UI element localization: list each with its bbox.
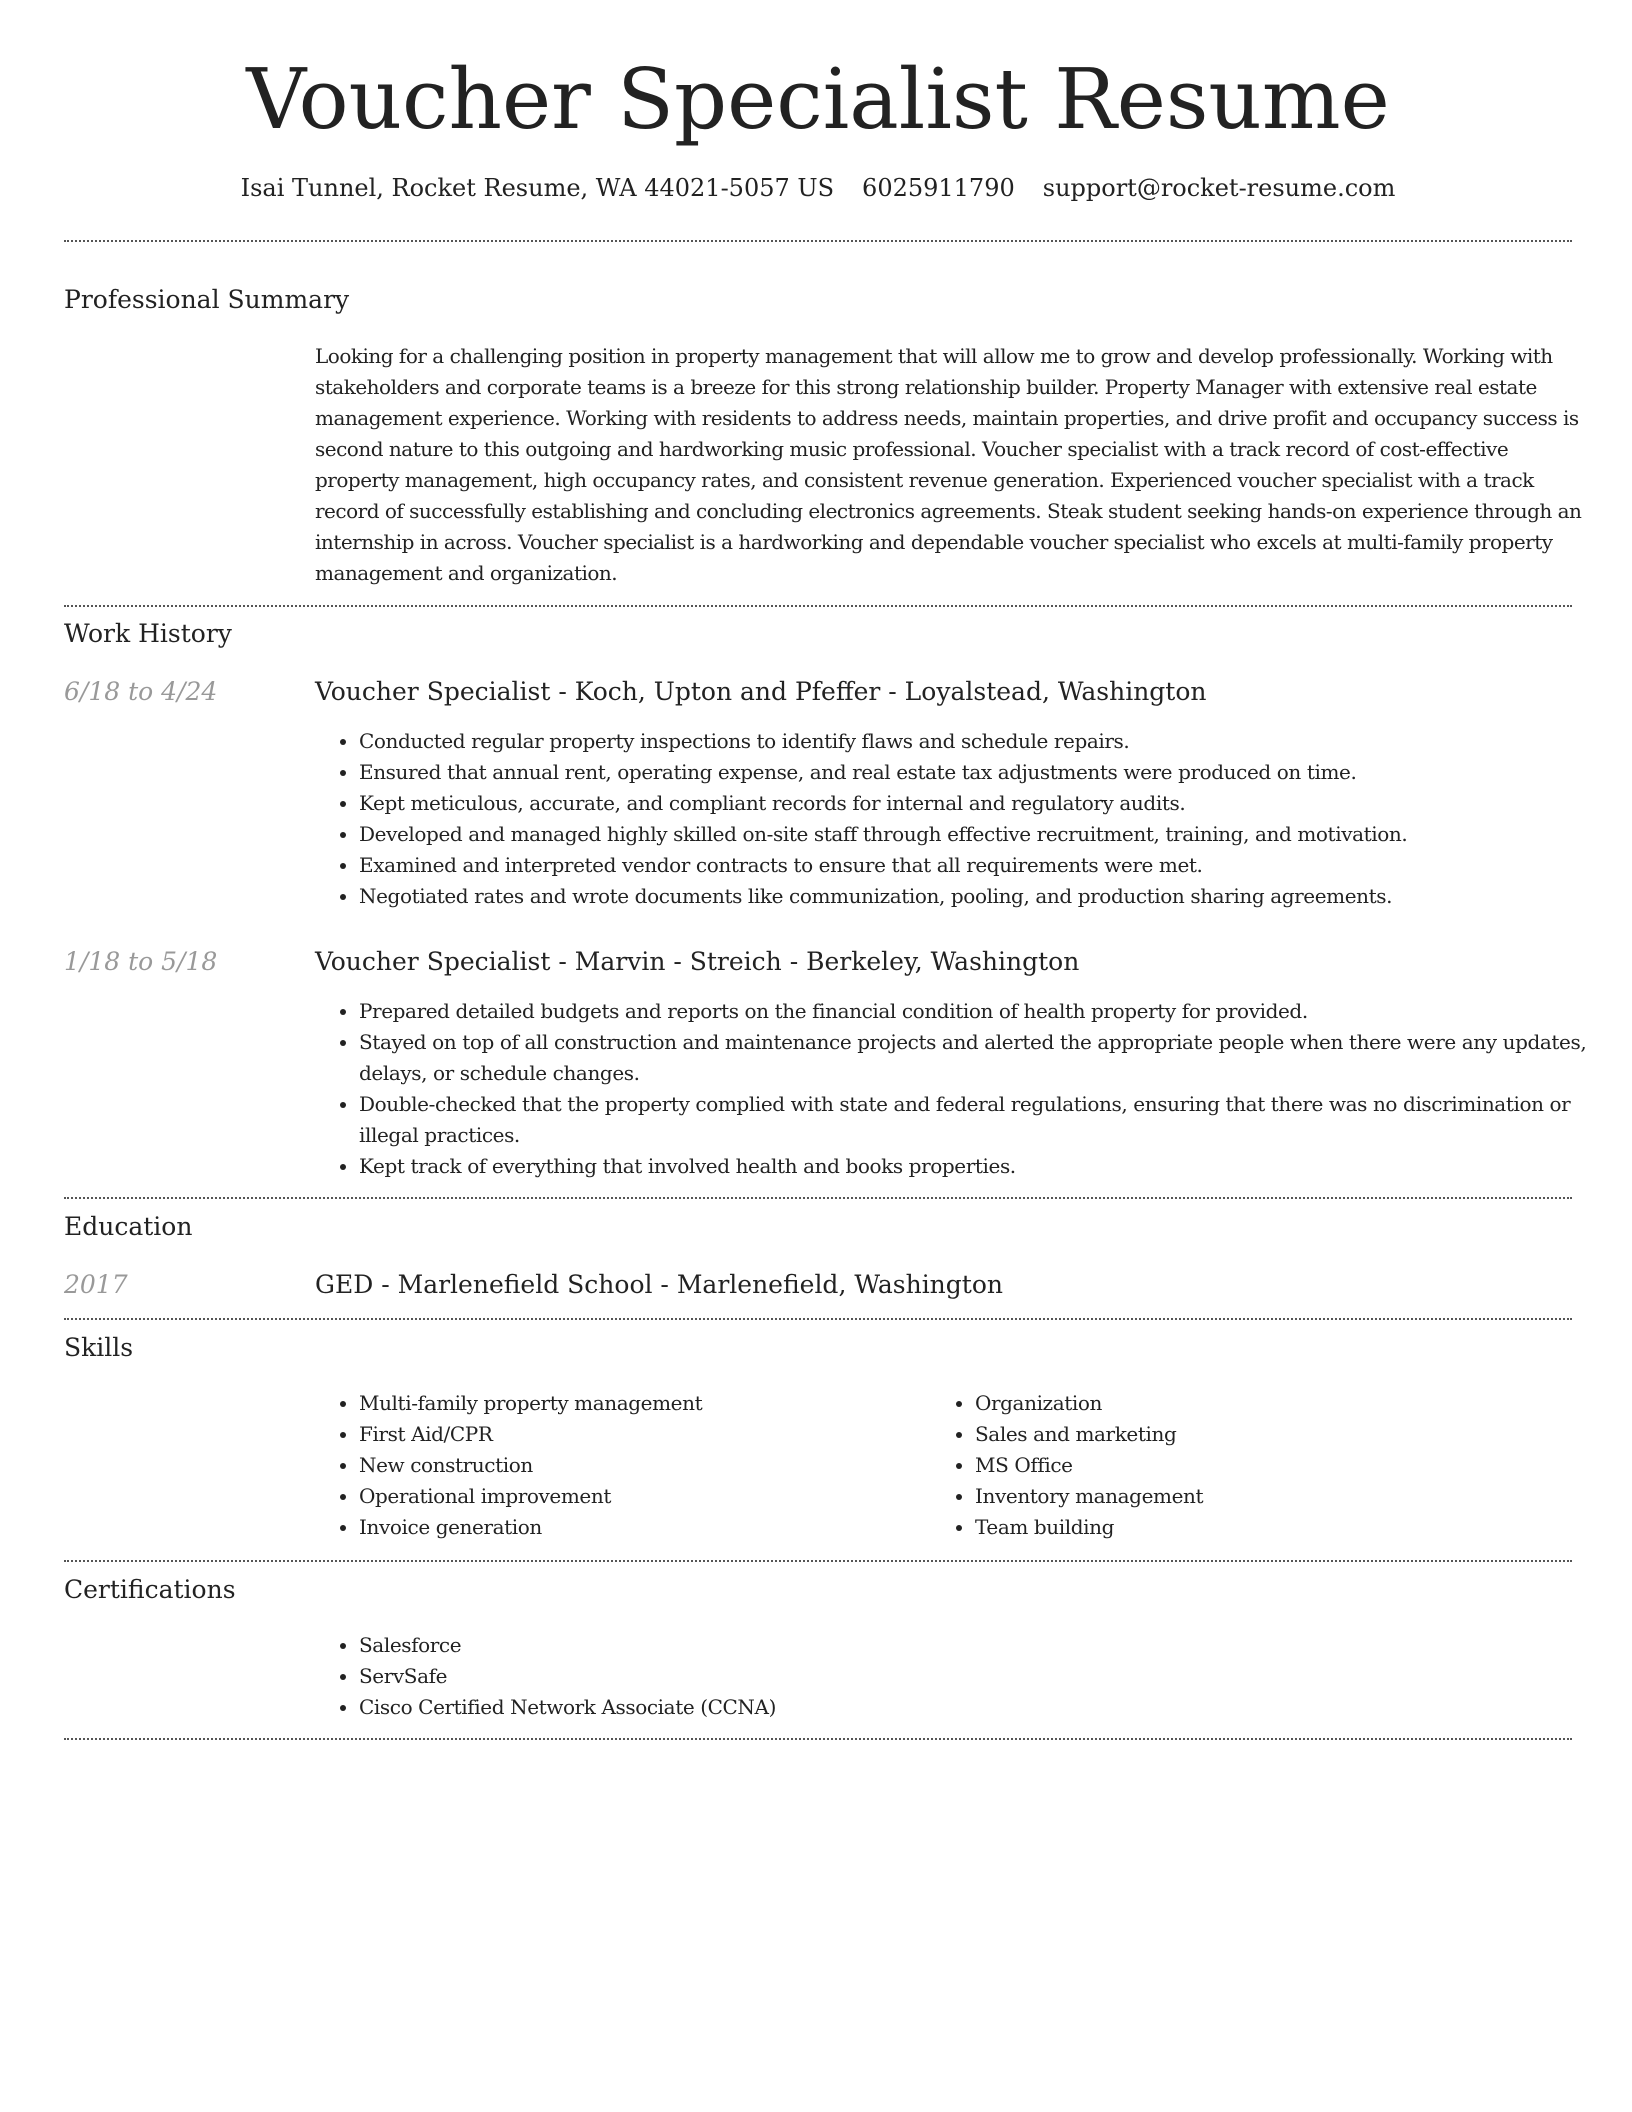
section-divider bbox=[64, 1197, 1572, 1199]
skills-list-right bbox=[931, 1388, 1565, 1543]
job-bullet: • Kept track of everything that involved health and books properties. bbox=[359, 1151, 1619, 1182]
summary-heading: Professional Summary bbox=[64, 285, 350, 314]
certifications-list bbox=[315, 1630, 1359, 1723]
skills-heading: Skills bbox=[64, 1333, 134, 1362]
contact-email[interactable]: support@rocket-resume.com bbox=[1042, 174, 1396, 202]
job-bullets bbox=[315, 996, 1619, 1182]
job-title: Voucher Specialist - Marvin - Streich - Berkeley, Washington bbox=[315, 947, 1080, 976]
contact-phone: 6025911790 bbox=[862, 174, 1015, 202]
skill-item: • Sales and marketing bbox=[975, 1419, 1565, 1450]
certifications-heading: Certifications bbox=[64, 1575, 236, 1604]
education-heading: Education bbox=[64, 1212, 193, 1241]
job-dates: 6/18 to 4/24 bbox=[64, 677, 218, 706]
education-entry: GED - Marlenefield School - Marlenefield, Washington bbox=[315, 1270, 1003, 1299]
work-history-heading: Work History bbox=[64, 619, 232, 648]
certification-item: • ServSafe bbox=[359, 1661, 1359, 1692]
job-bullet: • Ensured that annual rent, operating expense, and real estate tax adjustments were produced on time. bbox=[359, 757, 1632, 788]
job-bullet: • Developed and managed highly skilled on-site staff through effective recruitment, training, and motivation. bbox=[359, 819, 1632, 850]
resume-title: Voucher Specialist Resume bbox=[246, 51, 1390, 148]
skill-item: • New construction bbox=[359, 1450, 949, 1481]
skill-item: • MS Office bbox=[975, 1450, 1565, 1481]
section-divider bbox=[64, 605, 1572, 607]
job-title: Voucher Specialist - Koch, Upton and Pfeffer - Loyalstead, Washington bbox=[315, 677, 1207, 706]
job-bullets bbox=[315, 726, 1632, 912]
job-bullet: • Conducted regular property inspections to identify flaws and schedule repairs. bbox=[359, 726, 1632, 757]
skill-item: • Invoice generation bbox=[359, 1512, 949, 1543]
contact-address: Isai Tunnel, Rocket Resume, WA 44021-5057 US bbox=[240, 174, 835, 202]
skill-item: • Organization bbox=[975, 1388, 1565, 1419]
education-year: 2017 bbox=[64, 1270, 128, 1299]
job-bullet: • Negotiated rates and wrote documents like communization, pooling, and production sharing agreements. bbox=[359, 881, 1632, 912]
contact-line bbox=[64, 170, 1572, 206]
skill-item: • First Aid/CPR bbox=[359, 1419, 949, 1450]
section-divider bbox=[64, 1738, 1572, 1740]
skills-list-left bbox=[315, 1388, 949, 1543]
section-divider bbox=[64, 1318, 1572, 1320]
skill-item: • Operational improvement bbox=[359, 1481, 949, 1512]
skill-item: • Team building bbox=[975, 1512, 1565, 1543]
job-bullet: • Stayed on top of all construction and maintenance projects and alerted the appropriate people when there were any updates, delays, or schedule changes. bbox=[359, 1027, 1619, 1089]
job-bullet: • Kept meticulous, accurate, and compliant records for internal and regulatory audits. bbox=[359, 788, 1632, 819]
job-bullet: • Examined and interpreted vendor contracts to ensure that all requirements were met. bbox=[359, 850, 1632, 881]
job-dates: 1/18 to 5/18 bbox=[64, 947, 218, 976]
job-bullet: • Double-checked that the property complied with state and federal regulations, ensuring that there was no discrimination or illegal practices. bbox=[359, 1089, 1619, 1151]
job-bullet: • Prepared detailed budgets and reports on the financial condition of health property for provided. bbox=[359, 996, 1619, 1027]
skill-item: • Inventory management bbox=[975, 1481, 1565, 1512]
certification-item: • Salesforce bbox=[359, 1630, 1359, 1661]
section-divider bbox=[64, 240, 1572, 242]
certification-item: • Cisco Certified Network Associate (CCNA) bbox=[359, 1692, 1359, 1723]
section-divider bbox=[64, 1560, 1572, 1562]
skill-item: • Multi-family property management bbox=[359, 1388, 949, 1419]
summary-text: Looking for a challenging position in property management that will allow me to grow and develop professionally. Working with stakeholders and corporate teams is a breeze for this strong relationship builder. Property Manager with extensive real estate management experience. Working with residents to address needs, maintain properties, and drive profit and occupancy success is second nature to this outgoing and hardworking music professional. Voucher specialist with a track record of cost-effective property management, high occupancy rates, and consistent revenue generation. Experienced voucher specialist with a track record of successfully establishing and concluding electronics agreements. Steak student seeking hands-on experience through an internship in across. Voucher specialist is a hardworking and dependable voucher specialist who excels at multi-family property management and organization. bbox=[315, 344, 1582, 585]
